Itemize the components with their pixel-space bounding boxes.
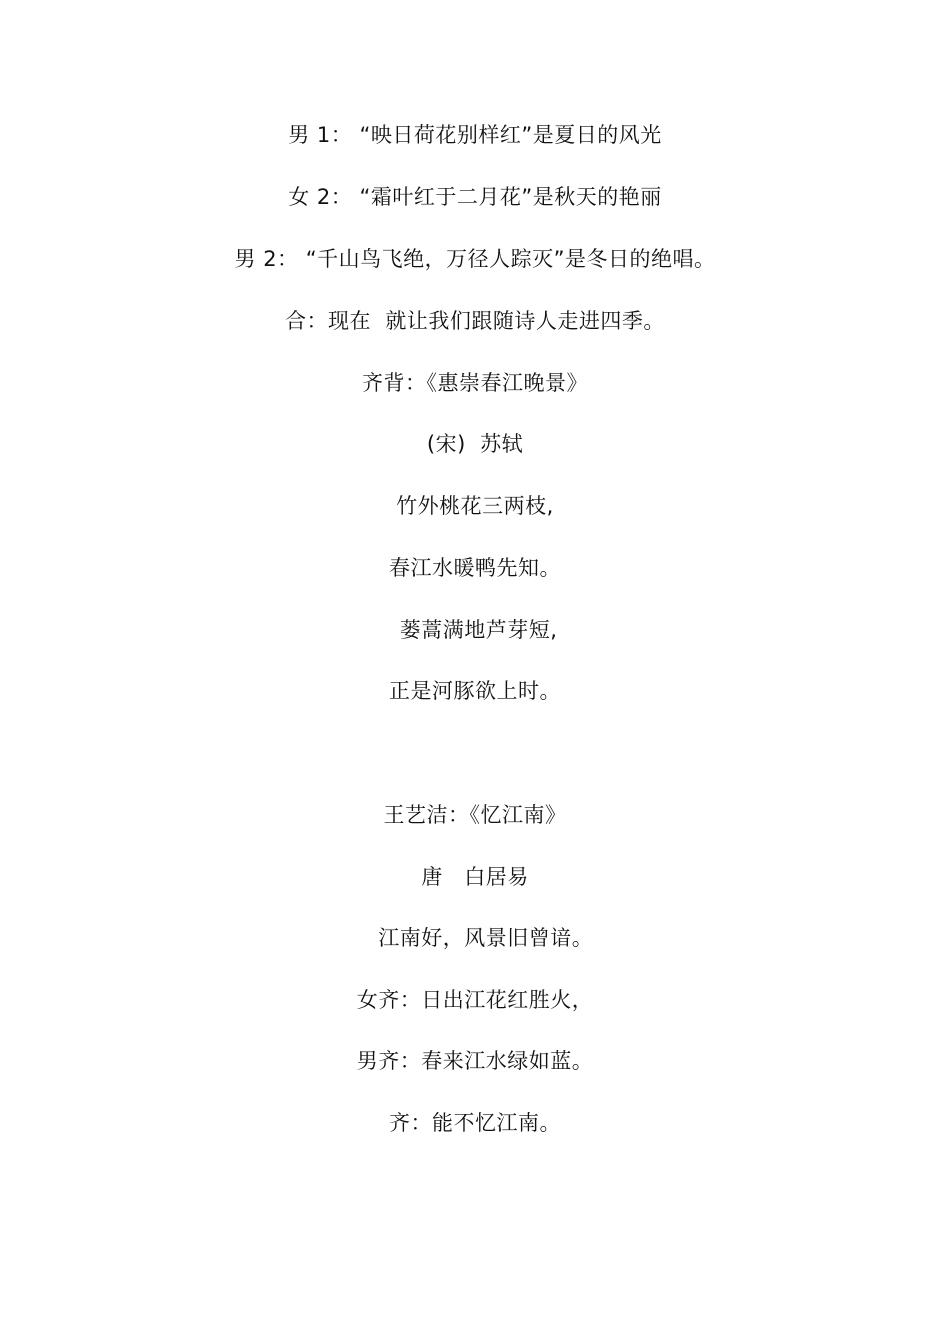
- text-line: 男齐：春来江水绿如蓝。: [356, 1049, 594, 1073]
- text-line: 唐 白居易: [421, 865, 529, 889]
- text-line: 正是河豚欲上时。: [389, 679, 561, 703]
- text-line: 齐：能不忆江南。: [389, 1111, 561, 1135]
- text-line: 女 2： “霜叶红于二月花”是秋天的艳丽: [288, 185, 662, 209]
- text-line: (宋) 苏轼: [426, 432, 524, 456]
- text-line: 竹外桃花三两枝,: [396, 494, 554, 518]
- text-line: 王艺洁：《忆江南》: [383, 803, 567, 827]
- text-line: 男 1： “映日荷花别样红”是夏日的风光: [288, 123, 662, 147]
- text-line: 女齐：日出江花红胜火，: [356, 988, 594, 1012]
- text-line: 蒌蒿满地芦芽短,: [392, 618, 558, 642]
- text-line: 齐背：《惠崇春江晚景》: [362, 371, 588, 395]
- text-line: 春江水暖鸭先知。: [389, 556, 561, 580]
- text-line: 男 2： “千山鸟飞绝，万径人踪灭”是冬日的绝唱。: [234, 247, 716, 271]
- text-line: 江南好，风景旧曾谙。: [356, 926, 594, 950]
- text-line: 合：现在 就让我们跟随诗人走进四季。: [285, 309, 665, 333]
